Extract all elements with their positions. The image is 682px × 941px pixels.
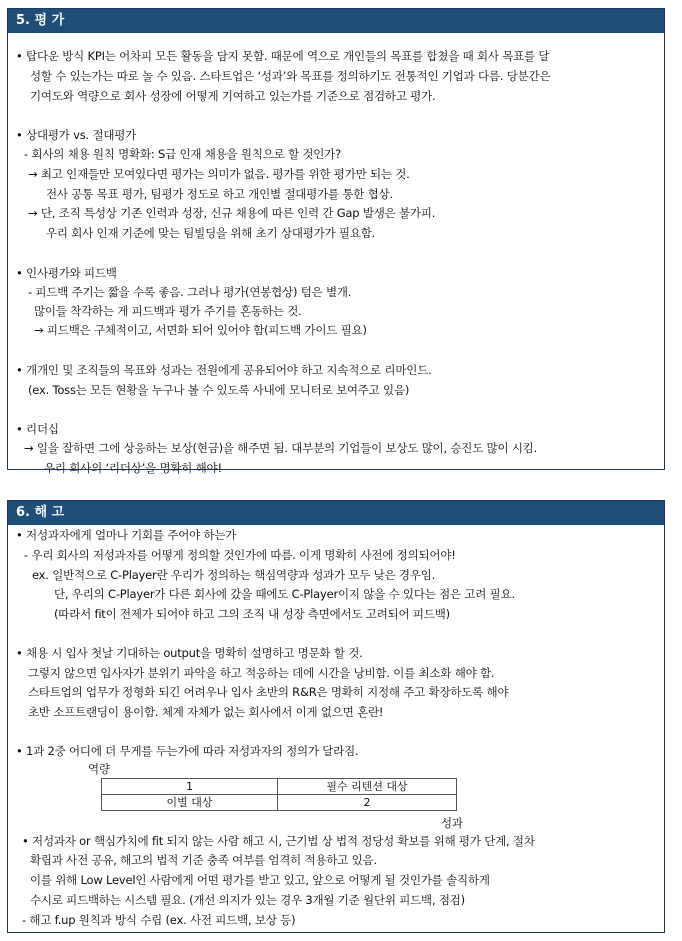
text-line: 우리 회사의 ‘리더상’을 명확히 해야!: [44, 461, 222, 475]
performance-matrix: [101, 778, 457, 811]
section-header: 5. 평 가: [8, 9, 664, 33]
text-line: (ex. Toss는 모든 현황을 누구나 볼 수 있도록 사내에 모니터로 보여주고 있음): [28, 383, 410, 397]
text-line: 수시로 피드백하는 시스템 필요. (개선 의지가 있는 경우 3개월 기준 월단위 피드백, 점검): [30, 893, 465, 907]
text-line: 초반 소프트랜딩이 용이함. 체계 자체가 없는 회사에서 이게 없으면 혼란!: [28, 705, 384, 719]
text-line: - 피드백 주기는 짧을 수록 좋음. 그러나 평가(연봉협상) 텀은 별개.: [28, 285, 352, 299]
text-line: ex. 일반적으로 C-Player란 우리가 정의하는 핵심역량과 성과가 모두 낮은 경우임.: [32, 568, 436, 582]
table-cell: 이별 대상: [102, 795, 278, 811]
text-line: → 피드백은 구체적이고, 서면화 되어 있어야 함(피드백 가이드 필요): [34, 323, 367, 337]
table-cell: 필수 리텐션 대상: [278, 779, 457, 795]
text-line: • 저성과자 or 핵심가치에 fit 되지 않는 사람 해고 시, 근기법 상 법적 정당성 확보를 위해 평가 단계, 절차: [22, 834, 535, 848]
text-line: → 최고 인재들만 모여있다면 평가는 의미가 없음. 평가를 위한 평가만 되는 것.: [28, 167, 410, 181]
text-line: • 저성과자에게 얼마나 기회를 주어야 하는가: [16, 528, 237, 542]
text-line: 이를 위해 Low Level인 사람에게 어떤 평가를 받고 있고, 앞으로 어떻게 될 것인가를 솔직하게: [30, 873, 490, 887]
table-cell: 2: [278, 795, 457, 811]
table-row: [102, 779, 457, 795]
text-line: • 탑다운 방식 KPI는 어차피 모든 활동을 담지 못함. 때문에 역으로 개인들의 목표를 합쳤을 때 회사 목표를 달: [16, 49, 550, 63]
section-header: 6. 해 고: [8, 501, 664, 525]
text-line: 단, 우리의 C-Player가 다른 회사에 갔을 때에도 C-Player이지 않을 수 있다는 점은 고려 필요.: [54, 587, 515, 601]
text-line: (따라서 fit이 전제가 되어야 하고 그의 조직 내 성장 측면에서도 고려되어 피드백): [54, 607, 450, 621]
section-evaluation: [7, 8, 665, 475]
text-line: - 우리 회사의 저성과자를 어떻게 정의할 것인가에 따름. 이게 명확히 사전에 정의되어야!: [24, 548, 456, 562]
text-line: • 상대평가 vs. 절대평가: [16, 128, 137, 142]
text-line: 기여도와 역량으로 회사 성장에 어떻게 기여하고 있는가를 기준으로 점검하고 평가.: [30, 89, 436, 103]
table-cell: 1: [102, 779, 278, 795]
text-line: - 회사의 채용 원칙 명확화: S급 인재 채용을 원칙으로 할 것인가?: [24, 147, 341, 161]
text-line: • 개개인 및 조직들의 목표와 성과는 전원에게 공유되어야 하고 지속적으로 리마인드.: [16, 363, 432, 377]
text-line: • 리더십: [16, 422, 59, 436]
matrix-y-axis-label: 역량: [88, 762, 110, 776]
section-dismissal: [7, 500, 665, 933]
text-line: 확립과 사전 공유, 해고의 법적 기준 충족 여부를 엄격히 적용하고 있음.: [30, 853, 377, 867]
text-line: → 일을 잘하면 그에 상응하는 보상(현금)을 해주면 됨. 대부분의 기업들이 보상도 많이, 승진도 많이 시킴.: [24, 441, 538, 455]
text-line: • 인사평가와 피드백: [16, 266, 117, 280]
text-line: 성할 수 있는가는 따로 놀 수 있음. 스타트업은 ‘성과’와 목표를 정의하기도 전통적인 기업과 다름. 당분간은: [30, 69, 551, 83]
text-line: → 단, 조직 특성상 기존 인력과 성장, 신규 채용에 따른 인력 간 Gap 발생은 불가피.: [28, 206, 436, 220]
text-line: - 해고 f.up 원칙과 방식 수립 (ex. 사전 피드백, 보상 등): [22, 913, 296, 927]
text-line: • 1과 2중 어디에 더 무게를 두는가에 따라 저성과자의 정의가 달라짐.: [16, 744, 359, 758]
table-row: [102, 795, 457, 811]
text-line: 전사 공통 목표 평가, 팀평가 정도로 하고 개인별 절대평가를 통한 협상.: [46, 187, 393, 201]
text-line: 스타트업의 업무가 정형화 되긴 어려우나 입사 초반의 R&R은 명확히 지정해 주고 확장하도록 해야: [28, 685, 509, 699]
text-line: • 채용 시 입사 첫날 기대하는 output을 명확히 설명하고 명문화 할 것.: [16, 646, 363, 660]
text-line: 많이들 착각하는 게 피드백과 평가 주기를 혼동하는 것.: [34, 304, 302, 318]
text-line: 우리 회사 인재 기준에 맞는 팀빌딩을 위해 초기 상대평가가 필요함.: [46, 226, 376, 240]
matrix-x-axis-label: 성과: [441, 816, 463, 830]
text-line: 그렇지 않으면 입사자가 분위기 파악을 하고 적응하는 데에 시간을 낭비함. 이를 최소화 해야 함.: [28, 666, 495, 680]
